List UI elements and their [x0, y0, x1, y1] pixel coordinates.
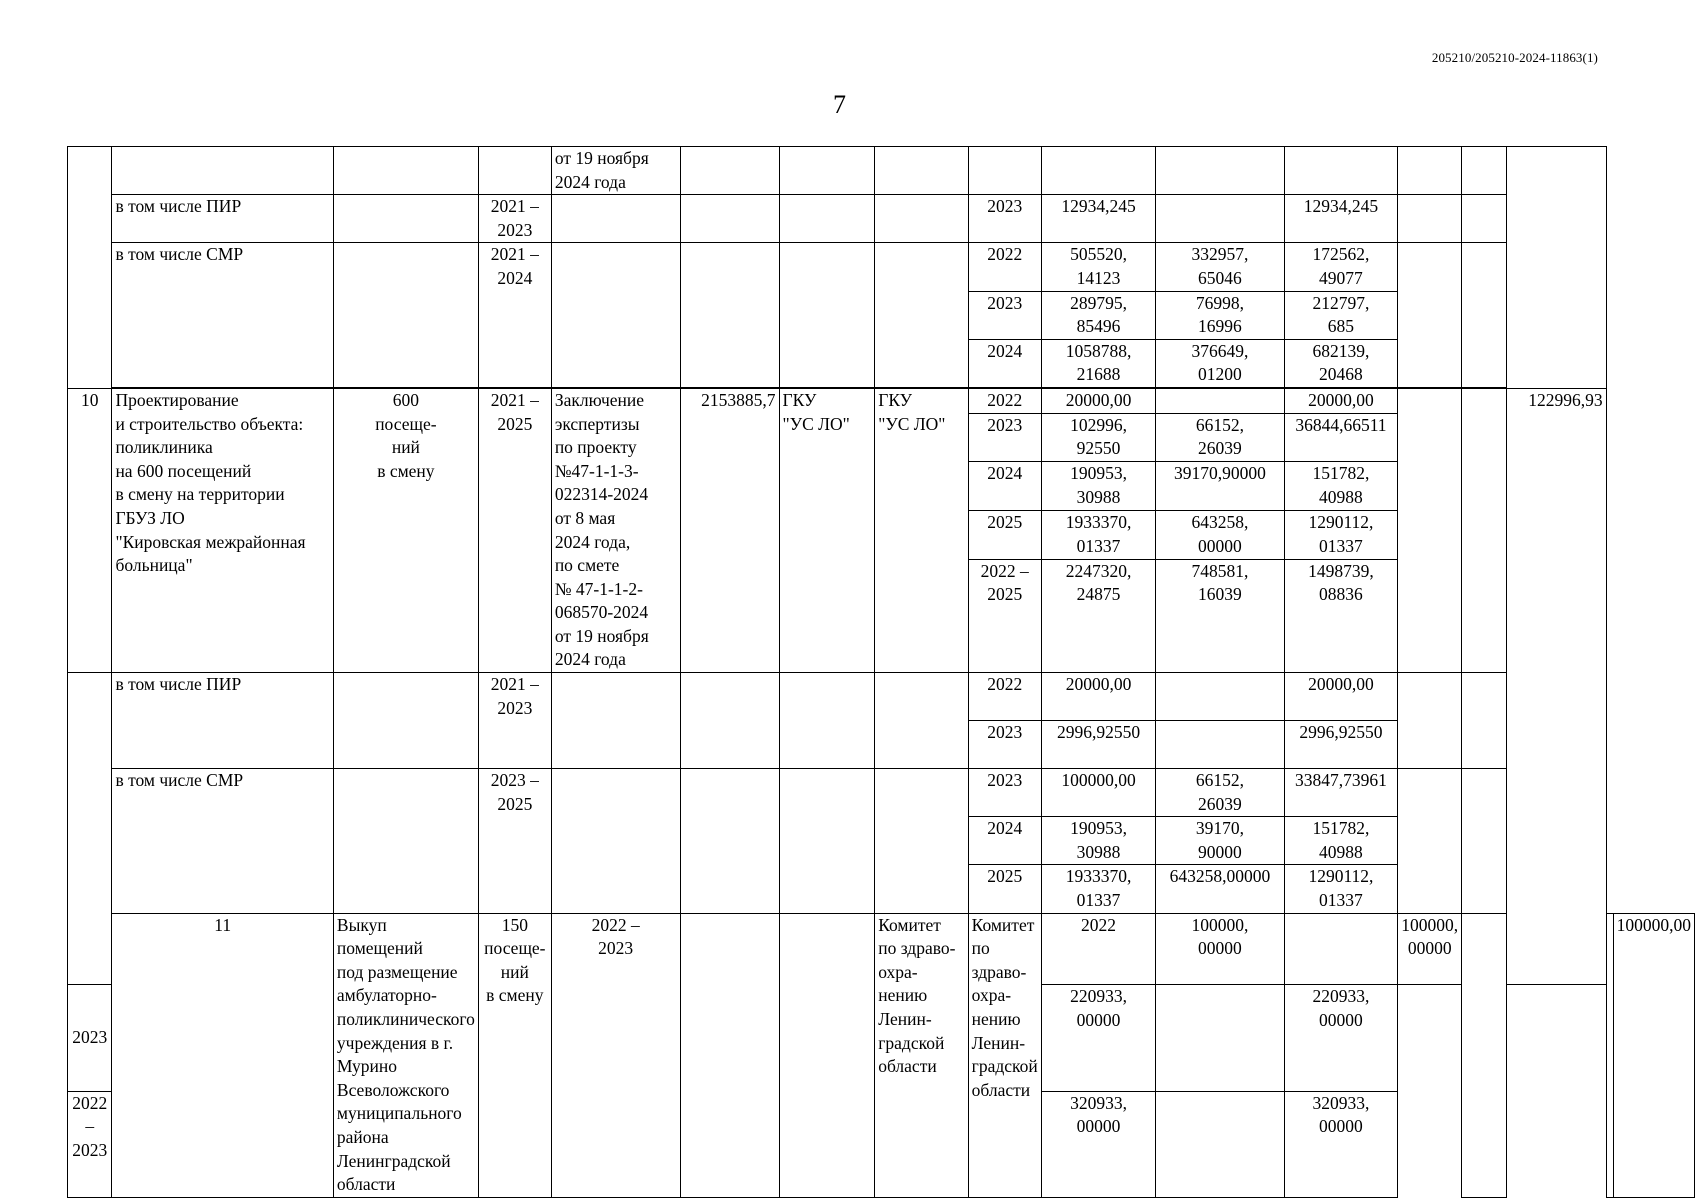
regional-cell: 151782, 40988: [1284, 462, 1398, 511]
year-cell: 2023: [968, 413, 1041, 462]
total-cell: 505520, 14123: [1041, 243, 1156, 291]
regional-cell: 33847,73961: [1284, 769, 1398, 817]
subrow-name: в том числе СМР: [112, 243, 333, 388]
subrow-name: в том числе СМР: [112, 769, 333, 914]
period-cell: 2021 – 2023: [478, 195, 551, 243]
total-cell: 20000,00: [1041, 673, 1156, 721]
year-cell: 2023: [968, 769, 1041, 817]
year-cell: 2023: [968, 195, 1041, 243]
regional-cell: 151782, 40988: [1284, 817, 1398, 865]
regional-cell: 1290112, 01337: [1284, 511, 1398, 560]
row-number: 10: [68, 388, 112, 672]
year-cell: 2024: [968, 462, 1041, 511]
object-name: Проектирование и строительство объекта: поликлиника на 600 посещений в смену на территории ГБУЗ ЛО "Кировская межрайонная больница": [112, 388, 333, 672]
total-cell: 220933, 00000: [1041, 984, 1156, 1091]
total-cell: 100000,00: [1041, 769, 1156, 817]
subrow-name: в том числе ПИР: [112, 673, 333, 769]
federal-cell: 66152, 26039: [1156, 769, 1284, 817]
total-cell: 102996, 92550: [1041, 413, 1156, 462]
total-cell: 320933, 00000: [1041, 1091, 1156, 1197]
regional-cell: 12934,245: [1284, 195, 1398, 243]
regional-cell: 2996,92550: [1284, 721, 1398, 769]
total-cell: 1933370, 01337: [1041, 511, 1156, 560]
page-number: 7: [833, 90, 846, 119]
federal-cell: 76998, 16996: [1156, 291, 1284, 339]
regional-cell: 172562, 49077: [1284, 243, 1398, 291]
total-cell: 289795, 85496: [1041, 291, 1156, 339]
year-cell: 2025: [968, 865, 1041, 913]
year-cell: 2022: [968, 388, 1041, 413]
cost-cell: 2153885,7: [680, 388, 779, 672]
total-cell: 1933370, 01337: [1041, 865, 1156, 913]
year-cell: 2022: [968, 673, 1041, 721]
total-cell: 100000, 00000: [1156, 913, 1284, 984]
year-cell: 2024: [968, 339, 1041, 387]
remaining-cell: 100000,00: [1613, 913, 1694, 1197]
document-id: 205210/205210-2024-11863(1): [1431, 50, 1598, 65]
basis-cell: Заключение экспертизы по проекту №47-1-1-3- 022314-2024 от 8 мая 2024 года, по смете № 47-1-1-2- 068570-2024 от 19 ноября 2024 года: [551, 388, 680, 672]
period-cell: 2022 – 2023: [551, 913, 680, 1197]
federal-cell: 643258, 00000: [1156, 511, 1284, 560]
total-cell: 2247320, 24875: [1041, 559, 1156, 672]
total-cell: 190953, 30988: [1041, 462, 1156, 511]
subrow-name: в том числе ПИР: [112, 195, 333, 243]
period-cell: 2021 – 2024: [478, 243, 551, 388]
capacity-cell: 150 посеще- ний в смену: [478, 913, 551, 1197]
object-row-11: [68, 913, 1695, 984]
table-row: [68, 243, 1695, 291]
remaining-cell: 122996,93: [1506, 388, 1606, 984]
federal-cell: 39170, 90000: [1156, 817, 1284, 865]
total-cell: 12934,245: [1041, 195, 1156, 243]
table-row: [68, 147, 1695, 195]
federal-cell: 376649, 01200: [1156, 339, 1284, 387]
period-cell: 2021 – 2023: [478, 673, 551, 769]
basis-cell: от 19 ноября 2024 года: [551, 147, 680, 195]
builder-cell: ГКУ "УС ЛО": [875, 388, 968, 672]
year-cell: 2022 – 2023: [68, 1091, 112, 1197]
federal-cell: 643258,00000: [1156, 865, 1284, 913]
builder-cell: Комитет по здраво- охра- нению Ленин- градской области: [968, 913, 1041, 1197]
row-number: 11: [112, 913, 333, 1197]
table-row: [68, 195, 1695, 243]
regional-cell: 20000,00: [1284, 388, 1398, 413]
year-cell: 2025: [968, 511, 1041, 560]
total-cell: 190953, 30988: [1041, 817, 1156, 865]
regional-cell: 20000,00: [1284, 673, 1398, 721]
year-cell: 2023: [968, 721, 1041, 769]
federal-cell: [1284, 913, 1398, 984]
regional-cell: 1498739, 08836: [1284, 559, 1398, 672]
federal-cell: [1156, 984, 1284, 1091]
table-row: [68, 769, 1695, 817]
investment-table: [67, 146, 1695, 1198]
federal-cell: 748581, 16039: [1156, 559, 1284, 672]
total-cell: 1058788, 21688: [1041, 339, 1156, 387]
regional-cell: 682139, 20468: [1284, 339, 1398, 387]
period-cell: 2021 – 2025: [478, 388, 551, 672]
regional-cell: 100000, 00000: [1398, 913, 1462, 984]
period-cell: 2023 – 2025: [478, 769, 551, 914]
customer-cell: Комитет по здраво- охра- нению Ленин- градской области: [875, 913, 968, 1197]
total-cell: 2996,92550: [1041, 721, 1156, 769]
regional-cell: 212797, 685: [1284, 291, 1398, 339]
regional-cell: 220933, 00000: [1284, 984, 1398, 1091]
year-cell: 2022: [968, 243, 1041, 291]
table-row: [68, 673, 1695, 721]
year-cell: 2022 – 2025: [968, 559, 1041, 672]
year-cell: 2023: [968, 291, 1041, 339]
customer-cell: ГКУ "УС ЛО": [779, 388, 875, 672]
object-row-10: [68, 388, 1695, 413]
object-name: Выкуп помещений под размещение амбулаторно- поликлинического учреждения в г. Мурино Всеволожского муниципального района Ленинградской области: [333, 913, 478, 1197]
federal-cell: [1156, 195, 1284, 243]
federal-cell: 332957, 65046: [1156, 243, 1284, 291]
year-cell: 2022: [1041, 913, 1156, 984]
regional-cell: 1290112, 01337: [1284, 865, 1398, 913]
federal-cell: [1156, 721, 1284, 769]
federal-cell: 66152, 26039: [1156, 413, 1284, 462]
federal-cell: 39170,90000: [1156, 462, 1284, 511]
regional-cell: 320933, 00000: [1284, 1091, 1398, 1197]
federal-cell: [1156, 388, 1284, 413]
capacity-cell: 600 посеще- ний в смену: [333, 388, 478, 672]
year-cell: 2023: [68, 984, 112, 1091]
total-cell: 20000,00: [1041, 388, 1156, 413]
regional-cell: 36844,66511: [1284, 413, 1398, 462]
federal-cell: [1156, 673, 1284, 721]
year-cell: 2024: [968, 817, 1041, 865]
federal-cell: [1156, 1091, 1284, 1197]
